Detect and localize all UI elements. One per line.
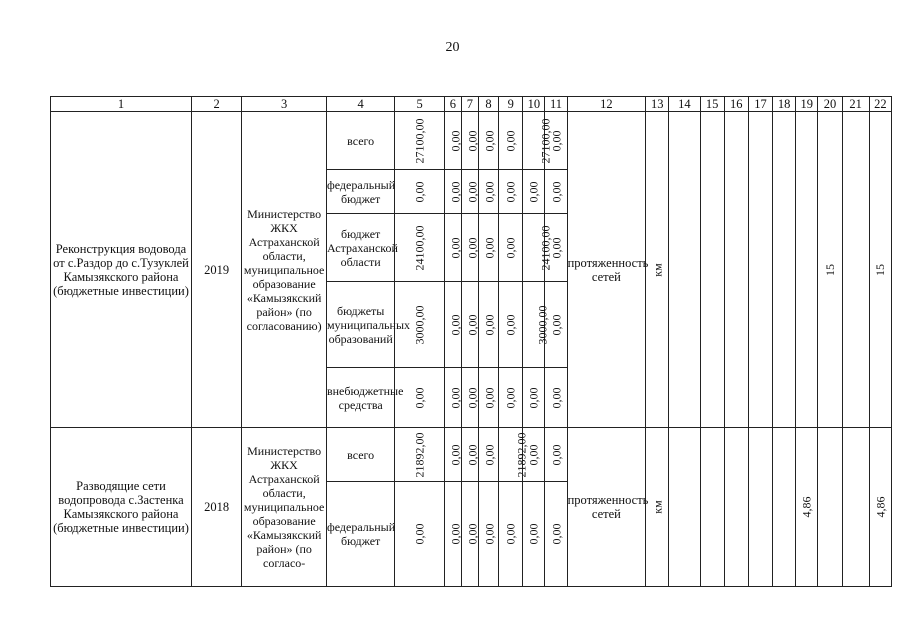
value-text: 0,00 bbox=[465, 387, 480, 408]
col-header: 20 bbox=[818, 97, 842, 112]
col-header: 1 bbox=[51, 97, 192, 112]
value-cell bbox=[444, 482, 461, 587]
value-text: 0,00 bbox=[503, 387, 518, 408]
col-header: 8 bbox=[478, 97, 498, 112]
value-cell bbox=[499, 428, 529, 482]
value-cell bbox=[395, 282, 444, 368]
value-text: 0,00 bbox=[503, 237, 518, 258]
value-cell bbox=[461, 482, 478, 587]
target-value-cell bbox=[818, 112, 842, 428]
funding-source: внебюджетные средства bbox=[326, 368, 394, 428]
value-cell bbox=[444, 170, 461, 214]
unit-text: км bbox=[650, 262, 665, 277]
funding-source: бюджеты муниципальных образований bbox=[326, 282, 394, 368]
value-text: 0,00 bbox=[482, 523, 497, 545]
indicator-name: протяженность сетей bbox=[567, 428, 646, 587]
value-text: 0,00 bbox=[549, 444, 564, 466]
project-name: Реконструкция водовода от с.Раздор до с.Тузуклей Камызякского района (бюджетные инвестиции) bbox=[51, 112, 192, 428]
empty-cell bbox=[773, 428, 796, 587]
target-total-cell bbox=[869, 428, 891, 587]
value-text: 0,00 bbox=[526, 181, 541, 202]
value-cell bbox=[461, 368, 478, 428]
value-text: 0,00 bbox=[503, 314, 518, 335]
value-text: 0,00 bbox=[448, 444, 463, 466]
value-cell bbox=[444, 282, 461, 368]
value-cell bbox=[461, 112, 478, 170]
col-header: 11 bbox=[545, 97, 567, 112]
value-text: 0,00 bbox=[482, 181, 497, 202]
value-cell bbox=[545, 482, 567, 587]
target-value-text: 4,86 bbox=[799, 496, 814, 518]
value-cell bbox=[461, 170, 478, 214]
value-text: 0,00 bbox=[412, 387, 427, 408]
value-text: 0,00 bbox=[448, 523, 463, 545]
page-number: 20 bbox=[445, 40, 460, 55]
funding-source: всего bbox=[326, 112, 394, 170]
value-text: 0,00 bbox=[448, 130, 463, 151]
empty-cell bbox=[748, 428, 772, 587]
value-cell bbox=[395, 428, 444, 482]
funding-source: бюджет Астраханской области bbox=[326, 214, 394, 282]
value-cell bbox=[395, 112, 444, 170]
value-text: 0,00 bbox=[526, 523, 541, 545]
project-year: 2018 bbox=[192, 428, 242, 587]
col-header: 14 bbox=[669, 97, 700, 112]
value-cell bbox=[523, 214, 553, 282]
value-cell bbox=[478, 368, 498, 428]
value-text: 0,00 bbox=[465, 181, 480, 202]
value-text: 21892,00 bbox=[514, 432, 529, 478]
value-text: 0,00 bbox=[448, 181, 463, 202]
value-text: 0,00 bbox=[482, 387, 497, 408]
value-cell bbox=[444, 428, 461, 482]
value-text: 0,00 bbox=[549, 130, 564, 151]
empty-cell bbox=[724, 428, 748, 587]
empty-cell bbox=[700, 112, 724, 428]
col-header: 10 bbox=[523, 97, 545, 112]
value-cell bbox=[545, 368, 567, 428]
col-header: 2 bbox=[192, 97, 242, 112]
target-value-cell bbox=[796, 112, 818, 428]
responsible-executor bbox=[242, 428, 327, 587]
value-cell bbox=[499, 112, 523, 170]
value-text: 3000,00 bbox=[535, 305, 550, 344]
value-text: 0,00 bbox=[448, 314, 463, 335]
value-text: 0,00 bbox=[549, 523, 564, 545]
col-header: 3 bbox=[242, 97, 327, 112]
value-cell bbox=[499, 482, 523, 587]
empty-cell bbox=[700, 428, 724, 587]
value-cell bbox=[523, 368, 545, 428]
responsible-executor: Министерство ЖКХ Астраханской области, муниципальное образование «Камызякский район» (по согласованию) bbox=[242, 112, 327, 428]
empty-cell bbox=[724, 112, 748, 428]
value-text: 0,00 bbox=[549, 314, 564, 335]
value-cell bbox=[461, 214, 478, 282]
unit-cell bbox=[646, 112, 669, 428]
col-header: 18 bbox=[773, 97, 796, 112]
value-text: 24100,00 bbox=[538, 225, 553, 270]
value-cell bbox=[478, 214, 498, 282]
value-text: 0,00 bbox=[465, 130, 480, 151]
value-cell bbox=[395, 170, 444, 214]
value-text: 0,00 bbox=[465, 444, 480, 466]
value-text: 27100,00 bbox=[412, 118, 427, 163]
value-cell bbox=[523, 170, 545, 214]
value-text: 0,00 bbox=[549, 181, 564, 202]
value-text: 27100,00 bbox=[538, 118, 553, 163]
col-header: 16 bbox=[724, 97, 748, 112]
value-text: 0,00 bbox=[526, 444, 541, 466]
value-cell bbox=[523, 112, 553, 170]
col-header: 7 bbox=[461, 97, 478, 112]
value-cell bbox=[478, 112, 498, 170]
value-cell bbox=[499, 282, 523, 368]
target-value-cell bbox=[796, 428, 818, 587]
value-text: 0,00 bbox=[549, 237, 564, 258]
value-text: 24100,00 bbox=[412, 225, 427, 270]
target-total-text: 15 bbox=[873, 263, 888, 276]
target-value-text: 15 bbox=[822, 263, 837, 276]
target-total-cell bbox=[869, 112, 891, 428]
value-text: 0,00 bbox=[482, 314, 497, 335]
funding-source: федеральный бюджет bbox=[326, 482, 394, 587]
value-cell bbox=[499, 368, 523, 428]
value-text: 3000,00 bbox=[412, 305, 427, 344]
value-cell bbox=[545, 170, 567, 214]
value-text: 0,00 bbox=[448, 237, 463, 258]
col-header: 5 bbox=[395, 97, 444, 112]
value-cell bbox=[523, 282, 550, 368]
value-text: 0,00 bbox=[482, 444, 497, 466]
value-cell bbox=[499, 214, 523, 282]
empty-cell bbox=[748, 112, 772, 428]
funding-source: федеральный бюджет bbox=[326, 170, 394, 214]
col-header: 19 bbox=[796, 97, 818, 112]
col-header: 9 bbox=[499, 97, 523, 112]
project-year: 2019 bbox=[192, 112, 242, 428]
col-header: 13 bbox=[646, 97, 669, 112]
financing-table bbox=[50, 96, 892, 587]
value-cell bbox=[478, 282, 498, 368]
value-text: 0,00 bbox=[526, 387, 541, 408]
col-header: 15 bbox=[700, 97, 724, 112]
col-header: 6 bbox=[444, 97, 461, 112]
value-text: 0,00 bbox=[549, 387, 564, 408]
table-row bbox=[51, 428, 892, 482]
value-cell bbox=[444, 368, 461, 428]
value-text: 0,00 bbox=[503, 181, 518, 202]
value-cell bbox=[478, 170, 498, 214]
col-header: 22 bbox=[869, 97, 891, 112]
value-text: 0,00 bbox=[412, 181, 427, 202]
value-text: 0,00 bbox=[482, 237, 497, 258]
value-text: 0,00 bbox=[465, 523, 480, 545]
table-row bbox=[51, 112, 892, 170]
project-name: Разводящие сети водопровода с.Застенка Камызякского района (бюджетные инвестиции) bbox=[51, 428, 192, 587]
value-cell bbox=[478, 428, 498, 482]
value-text: 0,00 bbox=[465, 314, 480, 335]
responsible-executor-text: Министерство ЖКХ Астраханской области, муниципальное образование «Камызякский район» (по согласо- bbox=[243, 444, 325, 570]
indicator-name: протяженность сетей bbox=[567, 112, 646, 428]
value-cell bbox=[395, 368, 444, 428]
col-header: 17 bbox=[748, 97, 772, 112]
col-header: 21 bbox=[842, 97, 869, 112]
value-text: 0,00 bbox=[412, 523, 427, 545]
funding-source: всего bbox=[326, 428, 394, 482]
value-cell bbox=[395, 482, 444, 587]
value-text: 0,00 bbox=[482, 130, 497, 151]
target-value-cell bbox=[818, 428, 842, 587]
value-text: 21892,00 bbox=[412, 432, 427, 478]
col-header: 12 bbox=[567, 97, 646, 112]
value-cell bbox=[523, 482, 545, 587]
value-text: 0,00 bbox=[503, 130, 518, 151]
value-cell bbox=[478, 482, 498, 587]
empty-cell bbox=[669, 428, 700, 587]
value-text: 0,00 bbox=[448, 387, 463, 408]
col-header: 4 bbox=[326, 97, 394, 112]
value-cell bbox=[444, 214, 461, 282]
value-cell bbox=[461, 282, 478, 368]
unit-text: км bbox=[650, 500, 665, 514]
header-row bbox=[51, 97, 892, 112]
empty-cell bbox=[842, 112, 869, 428]
value-cell bbox=[499, 170, 523, 214]
value-cell bbox=[461, 428, 478, 482]
empty-cell bbox=[669, 112, 700, 428]
empty-cell bbox=[773, 112, 796, 428]
value-cell bbox=[444, 112, 461, 170]
empty-cell bbox=[842, 428, 869, 587]
value-cell bbox=[545, 428, 567, 482]
target-total-text: 4,86 bbox=[873, 496, 888, 518]
value-text: 0,00 bbox=[503, 523, 518, 545]
value-text: 0,00 bbox=[465, 237, 480, 258]
unit-cell bbox=[646, 428, 669, 587]
value-cell bbox=[395, 214, 444, 282]
